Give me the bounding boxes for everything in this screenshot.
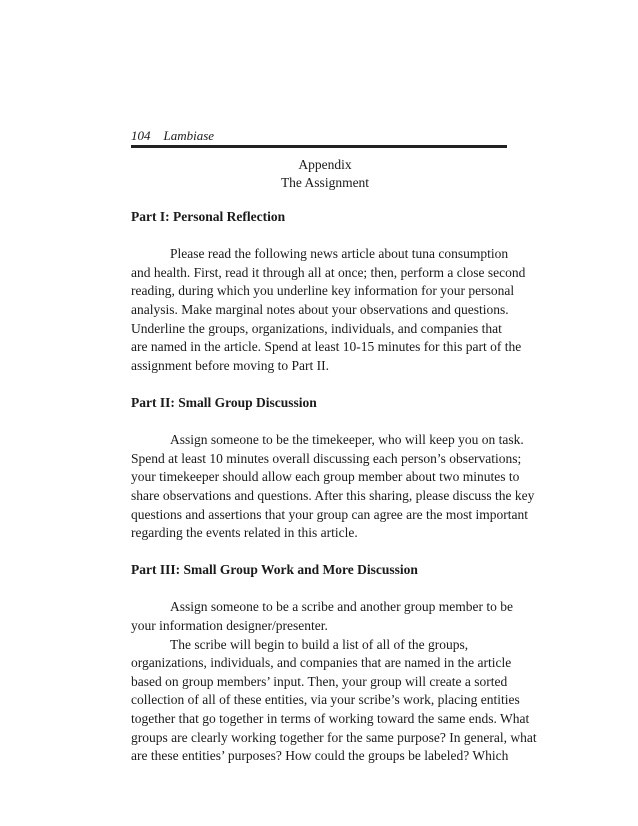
part3-line: based on group members’ input. Then, your group will create a sorted — [131, 673, 508, 689]
part2-line: Assign someone to be the timekeeper, who will keep you on task. — [170, 432, 524, 448]
part2-line: questions and assertions that your group can agree are the most important — [131, 506, 529, 522]
part3-line: your information designer/presenter. — [131, 618, 328, 634]
part3-line: are these entities’ purposes? How could the groups be labeled? Which — [131, 748, 509, 764]
part3-line: organizations, individuals, and companies that are named in the article — [131, 655, 512, 671]
title-block — [131, 156, 507, 192]
part2-line: Spend at least 10 minutes overall discussing each person’s observations; — [131, 450, 522, 466]
part3-line: groups are clearly working together for the same purpose? In general, what — [131, 729, 537, 745]
part1-line: assignment before moving to Part II. — [131, 357, 329, 373]
body-text — [131, 208, 537, 766]
assignment-title: The Assignment — [280, 175, 370, 190]
part3-line: collection of all of these entities, via your scribe’s work, placing entities — [131, 692, 520, 708]
header-rule — [131, 145, 507, 148]
part1-line: are named in the article. Spend at least 10-15 minutes for this part of the — [131, 339, 522, 355]
page-number: 104 — [131, 128, 151, 143]
part3-line: The scribe will begin to build a list of all of the groups, — [170, 636, 469, 652]
part1-line: and health. First, read it through all at once; then, perform a close second — [131, 264, 526, 280]
part2-line: your timekeeper should allow each group member about two minutes to — [131, 469, 520, 485]
part1-line: reading, during which you underline key information for your personal — [131, 283, 515, 299]
part1-line: Underline the groups, organizations, individuals, and companies that — [131, 320, 502, 336]
appendix-title: Appendix — [298, 157, 352, 172]
part3-line: together that go together in terms of working toward the same ends. What — [131, 711, 530, 727]
running-head — [131, 128, 214, 144]
part3-heading: Part III: Small Group Work and More Discussion — [131, 562, 418, 578]
part2-line: share observations and questions. After this sharing, please discuss the key — [131, 487, 535, 503]
part2-heading: Part II: Small Group Discussion — [131, 394, 317, 410]
part1-heading: Part I: Personal Reflection — [131, 209, 286, 224]
part1-line: Please read the following news article about tuna consumption — [170, 246, 509, 262]
part1-line: analysis. Make marginal notes about your observations and questions. — [131, 301, 509, 317]
part3-line: Assign someone to be a scribe and another group member to be — [170, 599, 514, 615]
part2-line: regarding the events related in this article. — [131, 525, 358, 541]
author-name: Lambiase — [163, 128, 215, 143]
